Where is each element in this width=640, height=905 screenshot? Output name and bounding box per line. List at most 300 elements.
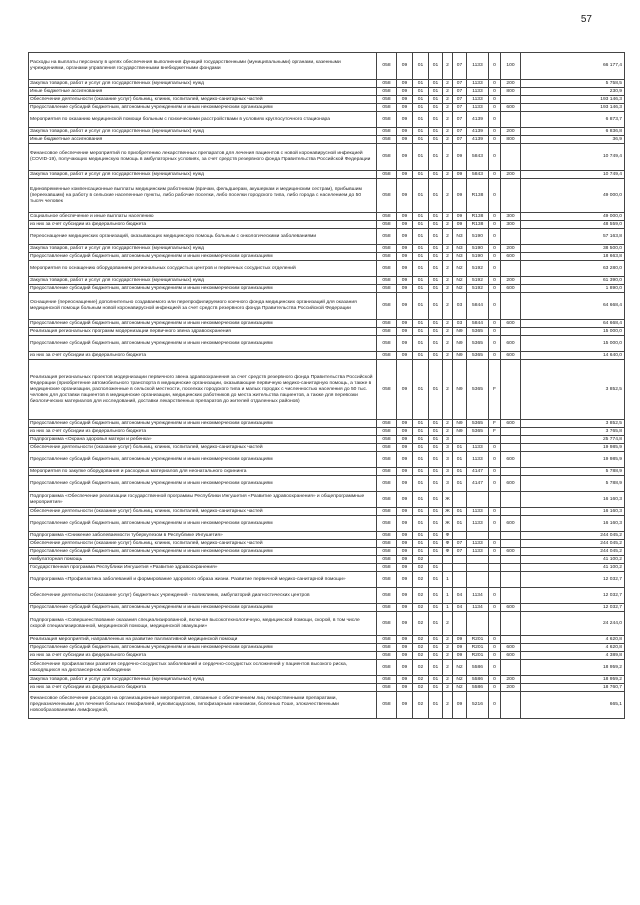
row-amount: 41 100,2 — [521, 556, 625, 564]
row-name: из них за счет субсидии из федерального бюджета — [29, 428, 377, 436]
row-direction: 5843 — [467, 171, 489, 179]
row-amount: 15 000,0 — [521, 328, 625, 336]
row-rz: 09 — [397, 564, 413, 572]
row-expense-type — [501, 444, 521, 452]
row-expense-type: 600 — [501, 604, 521, 612]
row-direction: 4147 — [467, 468, 489, 476]
row-rz: 09 — [397, 508, 413, 516]
row-pr: 02 — [413, 644, 429, 652]
row-rz: 09 — [397, 112, 413, 128]
row-event: 01 — [453, 444, 467, 452]
table-row — [29, 144, 625, 171]
row-program: 01 — [429, 492, 443, 508]
row-subprogram: Ж — [443, 516, 453, 532]
row-pr: 01 — [413, 213, 429, 221]
row-direction: 5216 — [467, 692, 489, 719]
row-ved: 058 — [377, 564, 397, 572]
row-name: Мероприятия по закупке оборудования и расходных материалов для неонатального скрининга — [29, 468, 377, 476]
table-row — [29, 572, 625, 588]
row-program: 01 — [429, 144, 443, 171]
row-subprogram: 2 — [443, 612, 453, 636]
page-number: 57 — [580, 14, 592, 25]
row-amount: 4 620,8 — [521, 644, 625, 652]
row-direction: R138 — [467, 179, 489, 213]
row-ved: 058 — [377, 604, 397, 612]
row-expense-type: 800 — [501, 88, 521, 96]
table-row — [29, 564, 625, 572]
row-amount: 10 749,4 — [521, 144, 625, 171]
row-expense-type — [501, 179, 521, 213]
row-name: Подпрограмма «Обеспечение реализации государственной программы Республики Ингушетия «Развитие здравоохранения» и общепрограммные мероприятия» — [29, 492, 377, 508]
row-expense-type: 600 — [501, 644, 521, 652]
row-event: 01 — [453, 452, 467, 468]
row-program: 01 — [429, 644, 443, 652]
row-direction: 5190 — [467, 253, 489, 261]
table-row — [29, 88, 625, 96]
table-row — [29, 452, 625, 468]
row-program: 01 — [429, 336, 443, 352]
table-row — [29, 444, 625, 452]
row-subprogram: 2 — [443, 179, 453, 213]
row-direction-suffix: 0 — [489, 588, 501, 604]
row-direction — [467, 572, 489, 588]
table-row — [29, 245, 625, 253]
row-rz: 09 — [397, 88, 413, 96]
row-pr: 01 — [413, 80, 429, 88]
row-name: Единовременные компенсационные выплаты медицинским работникам (врачам, фельдшерам, акушеркам и медицинским сестрам), прибывшим (переехавшим) на работу в сельские населенные пункты, либо рабочие поселки, либо поселки городского типа, либо города с населением до 50 тысяч человек — [29, 179, 377, 213]
row-ved: 058 — [377, 96, 397, 104]
row-pr: 01 — [413, 261, 429, 277]
row-subprogram: Ф — [443, 540, 453, 548]
row-name: Финансовое обеспечение мероприятий по приобретению лекарственных препаратов для лечения пациентов с новой коронавирусной инфекцией (COVID-19), получающих медицинскую помощь в амбулаторных условиях, за счет средств резервного фонда Правительства Российской Федерации — [29, 144, 377, 171]
row-ved: 058 — [377, 692, 397, 719]
row-ved: 058 — [377, 328, 397, 336]
table-row — [29, 428, 625, 436]
row-amount: 230,9 — [521, 88, 625, 96]
row-direction-suffix: 0 — [489, 221, 501, 229]
row-subprogram: 2 — [443, 676, 453, 684]
table-row — [29, 128, 625, 136]
row-rz: 09 — [397, 104, 413, 112]
row-direction: 5192 — [467, 285, 489, 293]
row-direction: 5843 — [467, 144, 489, 171]
row-event: 01 — [453, 508, 467, 516]
table-row — [29, 612, 625, 636]
row-pr: 02 — [413, 684, 429, 692]
row-direction — [467, 532, 489, 540]
row-amount: 25 774,8 — [521, 436, 625, 444]
row-ved: 058 — [377, 80, 397, 88]
row-name: Закупка товаров, работ и услуг для государственных (муниципальных) нужд — [29, 245, 377, 253]
row-pr: 01 — [413, 532, 429, 540]
row-ved: 058 — [377, 612, 397, 636]
row-name: Социальное обеспечение и иные выплаты населению — [29, 213, 377, 221]
row-amount: 19 985,9 — [521, 452, 625, 468]
row-expense-type — [501, 468, 521, 476]
row-amount: 5 788,9 — [521, 468, 625, 476]
row-program: 01 — [429, 221, 443, 229]
row-direction: 1133 — [467, 540, 489, 548]
row-ved: 058 — [377, 320, 397, 328]
row-amount: 12 032,7 — [521, 604, 625, 612]
row-event: 07 — [453, 104, 467, 112]
row-rz: 09 — [397, 428, 413, 436]
row-pr: 01 — [413, 540, 429, 548]
row-subprogram: 2 — [443, 285, 453, 293]
row-direction: 5365 — [467, 428, 489, 436]
row-amount: 24 244,0 — [521, 612, 625, 636]
row-rz: 09 — [397, 360, 413, 420]
row-name: Реализация региональных проектов модернизации первичного звена здравоохранения за счет средств резервного фонда Правительства Российской Федерации (приобретение автомобильного транспорта в медицинские организации, оказывающие первичную медико-санитарную помощь, а также в медицинские организации, расположенные в сельской местности, поселках городского типа и малых городах с численностью населения до 50 тыс. человек для доставки пациентов в медицинские организации, медицинских работников до места жительства пациентов, а также для перевозки биологических материалов для исследований, доставки лекарственных препаратов до жителей отдаленных районов) — [29, 360, 377, 420]
row-program: 01 — [429, 277, 443, 285]
row-rz: 09 — [397, 328, 413, 336]
row-expense-type — [501, 96, 521, 104]
row-pr: 01 — [413, 277, 429, 285]
row-direction-suffix: 0 — [489, 636, 501, 644]
row-expense-type — [501, 660, 521, 676]
row-pr: 01 — [413, 285, 429, 293]
row-direction-suffix: F — [489, 420, 501, 428]
row-amount: 1 890,0 — [521, 285, 625, 293]
row-expense-type — [501, 564, 521, 572]
row-ved: 058 — [377, 336, 397, 352]
row-direction-suffix: 0 — [489, 320, 501, 328]
row-amount: 193 146,3 — [521, 96, 625, 104]
row-subprogram: 2 — [443, 261, 453, 277]
row-direction-suffix: 0 — [489, 53, 501, 80]
row-direction-suffix: 0 — [489, 229, 501, 245]
row-name: Реализация региональных программ модернизации первичного звена здравоохранения — [29, 328, 377, 336]
row-pr: 02 — [413, 588, 429, 604]
row-pr: 01 — [413, 245, 429, 253]
row-ved: 058 — [377, 540, 397, 548]
row-ved: 058 — [377, 572, 397, 588]
row-amount: 64 668,4 — [521, 293, 625, 320]
row-program: 01 — [429, 572, 443, 588]
row-rz: 09 — [397, 516, 413, 532]
table-row — [29, 516, 625, 532]
table-row — [29, 548, 625, 556]
row-expense-type: 300 — [501, 213, 521, 221]
row-subprogram: 2 — [443, 221, 453, 229]
row-pr: 02 — [413, 692, 429, 719]
row-program: 01 — [429, 112, 443, 128]
row-expense-type — [501, 328, 521, 336]
table-row — [29, 229, 625, 245]
row-name: Обеспечение деятельности (оказание услуг) больниц, клиник, госпиталей, медико-санитарных частей — [29, 444, 377, 452]
row-expense-type — [501, 144, 521, 171]
row-event: 09 — [453, 644, 467, 652]
row-expense-type: 200 — [501, 684, 521, 692]
row-amount: 4 389,8 — [521, 652, 625, 660]
row-rz: 09 — [397, 492, 413, 508]
row-subprogram: 2 — [443, 684, 453, 692]
row-ved: 058 — [377, 468, 397, 476]
row-amount: 38 500,0 — [521, 245, 625, 253]
row-name: Предоставление субсидий бюджетным, автономным учреждениям и иным некоммерческим организациям — [29, 644, 377, 652]
table-row — [29, 352, 625, 360]
row-name: Предоставление субсидий бюджетным, автономным учреждениям и иным некоммерческим организациям — [29, 548, 377, 556]
row-name: Предоставление субсидий бюджетным, автономным учреждениям и иным некоммерческим организациям — [29, 336, 377, 352]
row-subprogram: 3 — [443, 452, 453, 468]
row-direction: 1133 — [467, 508, 489, 516]
row-subprogram: 2 — [443, 171, 453, 179]
row-event — [453, 572, 467, 588]
row-rz: 09 — [397, 660, 413, 676]
row-subprogram — [443, 564, 453, 572]
row-direction-suffix: 0 — [489, 80, 501, 88]
row-direction-suffix: 0 — [489, 540, 501, 548]
row-direction-suffix — [489, 572, 501, 588]
row-event: N2 — [453, 285, 467, 293]
row-direction-suffix: 0 — [489, 468, 501, 476]
table-row — [29, 253, 625, 261]
row-subprogram: 2 — [443, 245, 453, 253]
row-amount: 49 000,0 — [521, 213, 625, 221]
row-expense-type: 600 — [501, 104, 521, 112]
row-subprogram: 2 — [443, 88, 453, 96]
row-name: Обеспечение деятельности (оказание услуг) больниц, клиник, госпиталей, медико-санитарных частей — [29, 540, 377, 548]
row-subprogram: 2 — [443, 136, 453, 144]
row-amount: 48 559,0 — [521, 221, 625, 229]
row-direction: 4139 — [467, 112, 489, 128]
row-expense-type: 600 — [501, 476, 521, 492]
row-direction: R201 — [467, 644, 489, 652]
row-program: 01 — [429, 564, 443, 572]
table-row — [29, 336, 625, 352]
row-expense-type: 600 — [501, 336, 521, 352]
table-row — [29, 540, 625, 548]
row-direction: 4147 — [467, 476, 489, 492]
row-subprogram: 2 — [443, 420, 453, 428]
row-rz: 09 — [397, 468, 413, 476]
table-row — [29, 213, 625, 221]
row-program: 01 — [429, 508, 443, 516]
row-rz: 09 — [397, 261, 413, 277]
row-expense-type: 600 — [501, 548, 521, 556]
row-program: 01 — [429, 245, 443, 253]
row-program: 01 — [429, 444, 443, 452]
row-pr: 01 — [413, 229, 429, 245]
row-subprogram: 2 — [443, 213, 453, 221]
table-row — [29, 112, 625, 128]
row-program: 01 — [429, 652, 443, 660]
row-program: 01 — [429, 360, 443, 420]
row-direction: 5844 — [467, 293, 489, 320]
row-event: 07 — [453, 540, 467, 548]
row-event: 07 — [453, 53, 467, 80]
table-row — [29, 261, 625, 277]
row-ved: 058 — [377, 53, 397, 80]
row-ved: 058 — [377, 88, 397, 96]
row-subprogram: 2 — [443, 253, 453, 261]
row-program: 01 — [429, 328, 443, 336]
row-subprogram: 2 — [443, 328, 453, 336]
table-row — [29, 652, 625, 660]
row-program: 01 — [429, 532, 443, 540]
row-pr: 01 — [413, 444, 429, 452]
row-amount: 6 836,8 — [521, 128, 625, 136]
row-event: 09 — [453, 179, 467, 213]
row-event: N9 — [453, 352, 467, 360]
row-name: Закупка товаров, работ и услуг для государственных (муниципальных) нужд — [29, 171, 377, 179]
row-program: 01 — [429, 352, 443, 360]
row-ved: 058 — [377, 293, 397, 320]
row-event: N9 — [453, 420, 467, 428]
row-subprogram: 2 — [443, 53, 453, 80]
row-direction-suffix: 0 — [489, 516, 501, 532]
row-event: N2 — [453, 660, 467, 676]
row-rz: 09 — [397, 644, 413, 652]
row-name: Обеспечение деятельности (оказание услуг) больниц, клиник, госпиталей, медико-санитарных частей — [29, 508, 377, 516]
row-direction: 1133 — [467, 80, 489, 88]
row-ved: 058 — [377, 492, 397, 508]
row-direction: 5365 — [467, 360, 489, 420]
row-direction: 5365 — [467, 328, 489, 336]
row-name: Закупка товаров, работ и услуг для государственных (муниципальных) нужд — [29, 277, 377, 285]
row-name: Обеспечение деятельности (оказание услуг) больниц, клиник, госпиталей, медико-санитарных частей — [29, 96, 377, 104]
row-event: 07 — [453, 136, 467, 144]
row-rz: 09 — [397, 277, 413, 285]
row-rz: 09 — [397, 444, 413, 452]
row-ved: 058 — [377, 548, 397, 556]
row-direction-suffix — [489, 532, 501, 540]
row-direction-suffix: 0 — [489, 548, 501, 556]
row-direction: 1134 — [467, 604, 489, 612]
table-row — [29, 692, 625, 719]
row-expense-type: 600 — [501, 420, 521, 428]
row-direction — [467, 436, 489, 444]
row-expense-type: 200 — [501, 676, 521, 684]
row-program: 01 — [429, 320, 443, 328]
table-row — [29, 492, 625, 508]
row-program: 01 — [429, 179, 443, 213]
row-amount: 3 852,5 — [521, 360, 625, 420]
row-rz: 09 — [397, 684, 413, 692]
row-direction-suffix: 0 — [489, 144, 501, 171]
row-direction: R138 — [467, 221, 489, 229]
row-direction: 4139 — [467, 128, 489, 136]
row-ved: 058 — [377, 684, 397, 692]
row-subprogram: 3 — [443, 436, 453, 444]
row-name: Предоставление субсидий бюджетным, автономным учреждениям и иным некоммерческим организациям — [29, 320, 377, 328]
row-pr: 02 — [413, 676, 429, 684]
row-direction-suffix — [489, 556, 501, 564]
row-rz: 09 — [397, 179, 413, 213]
row-subprogram: 2 — [443, 104, 453, 112]
row-ved: 058 — [377, 261, 397, 277]
row-program: 01 — [429, 548, 443, 556]
row-event: 09 — [453, 221, 467, 229]
row-expense-type: 200 — [501, 80, 521, 88]
row-ved: 058 — [377, 476, 397, 492]
row-program: 01 — [429, 676, 443, 684]
row-rz: 09 — [397, 588, 413, 604]
row-pr: 01 — [413, 320, 429, 328]
row-direction: 1133 — [467, 452, 489, 468]
row-direction: 1133 — [467, 53, 489, 80]
row-pr: 01 — [413, 112, 429, 128]
table-row — [29, 644, 625, 652]
row-ved: 058 — [377, 277, 397, 285]
row-rz: 09 — [397, 604, 413, 612]
table-row — [29, 468, 625, 476]
row-event: 03 — [453, 320, 467, 328]
row-rz: 09 — [397, 229, 413, 245]
row-direction — [467, 556, 489, 564]
table-row — [29, 636, 625, 644]
row-direction-suffix: 0 — [489, 213, 501, 221]
table-row — [29, 277, 625, 285]
row-event: N3 — [453, 253, 467, 261]
row-direction: 5365 — [467, 352, 489, 360]
row-rz: 09 — [397, 320, 413, 328]
row-pr: 02 — [413, 604, 429, 612]
row-event: 01 — [453, 516, 467, 532]
row-pr: 01 — [413, 328, 429, 336]
row-subprogram: 1 — [443, 588, 453, 604]
row-rz: 09 — [397, 96, 413, 104]
row-event: N9 — [453, 428, 467, 436]
row-ved: 058 — [377, 660, 397, 676]
row-event: N9 — [453, 328, 467, 336]
row-ved: 058 — [377, 171, 397, 179]
row-pr: 02 — [413, 660, 429, 676]
row-pr: 01 — [413, 508, 429, 516]
row-subprogram: 2 — [443, 352, 453, 360]
row-event: 07 — [453, 96, 467, 104]
row-expense-type — [501, 229, 521, 245]
row-program: 01 — [429, 229, 443, 245]
row-expense-type: 600 — [501, 352, 521, 360]
row-program: 01 — [429, 452, 443, 468]
row-direction-suffix: 0 — [489, 444, 501, 452]
table-row — [29, 420, 625, 428]
row-pr: 01 — [413, 516, 429, 532]
row-program: 01 — [429, 261, 443, 277]
row-name: Реализация мероприятий, направленных на развитие паллиативной медицинской помощи — [29, 636, 377, 644]
row-event: 01 — [453, 468, 467, 476]
row-amount: 18 760,7 — [521, 684, 625, 692]
row-event: N2 — [453, 684, 467, 692]
row-rz: 09 — [397, 556, 413, 564]
row-direction-suffix: 0 — [489, 96, 501, 104]
row-ved: 058 — [377, 245, 397, 253]
row-subprogram: 2 — [443, 360, 453, 420]
row-name: Закупка товаров, работ и услуг для государственных (муниципальных) нужд — [29, 80, 377, 88]
row-amount: 4 620,8 — [521, 636, 625, 644]
row-rz: 09 — [397, 420, 413, 428]
row-pr: 01 — [413, 492, 429, 508]
row-direction: 5192 — [467, 277, 489, 285]
row-ved: 058 — [377, 532, 397, 540]
row-subprogram: 2 — [443, 320, 453, 328]
row-expense-type: 200 — [501, 171, 521, 179]
row-direction: 1133 — [467, 88, 489, 96]
table-row — [29, 179, 625, 213]
row-program: 01 — [429, 80, 443, 88]
row-direction-suffix: F — [489, 428, 501, 436]
row-expense-type — [501, 428, 521, 436]
row-ved: 058 — [377, 213, 397, 221]
row-subprogram: Ф — [443, 548, 453, 556]
row-subprogram — [443, 556, 453, 564]
row-program: 01 — [429, 540, 443, 548]
row-name: Переоснащение медицинских организаций, оказывающих медицинскую помощь больным с онкологическими заболеваниями — [29, 229, 377, 245]
row-direction-suffix: 0 — [489, 277, 501, 285]
row-rz: 09 — [397, 171, 413, 179]
row-direction-suffix: 0 — [489, 652, 501, 660]
